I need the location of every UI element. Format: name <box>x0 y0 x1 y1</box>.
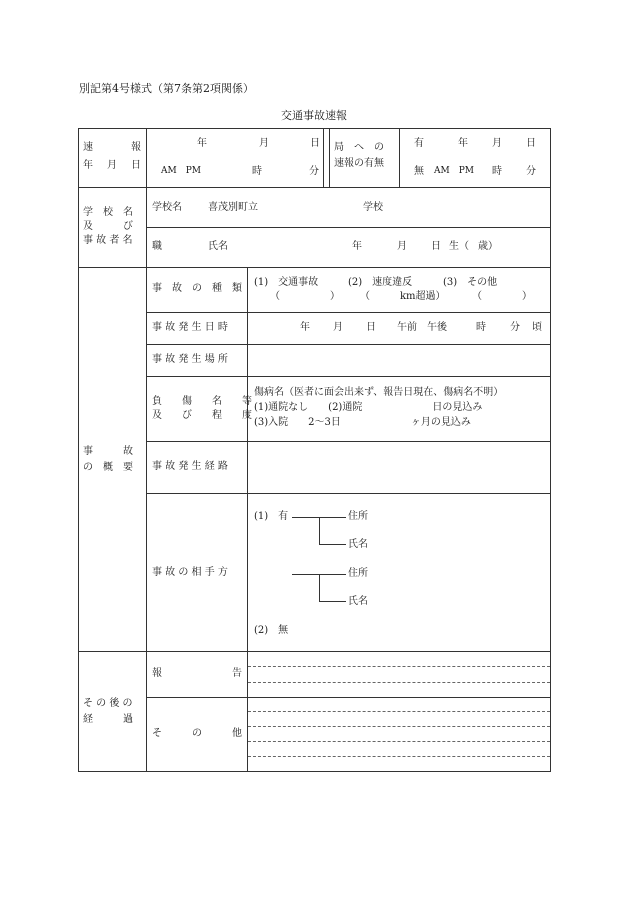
after-other-label: そ の 他 <box>152 728 242 739</box>
accident-type-label: 事 故 の 種 類 <box>152 283 242 294</box>
after-report-label: 報 告 <box>152 668 242 679</box>
form-title: 交通事故速報 <box>281 109 347 122</box>
accident-place-field[interactable] <box>248 345 550 376</box>
after-other-field[interactable] <box>248 698 550 771</box>
accident-party-label: 事 故 の 相 手 方 <box>152 567 228 578</box>
accident-place-label: 事 故 発 生 場 所 <box>152 354 228 365</box>
form-reference: 別記第4号様式（第7条第2項関係） <box>79 82 254 95</box>
accident-route-label: 事 故 発 生 経 路 <box>152 461 228 472</box>
accident-datetime-label: 事 故 発 生 日 時 <box>152 322 228 333</box>
accident-route-field[interactable] <box>248 442 550 493</box>
after-report-field[interactable] <box>248 652 550 697</box>
